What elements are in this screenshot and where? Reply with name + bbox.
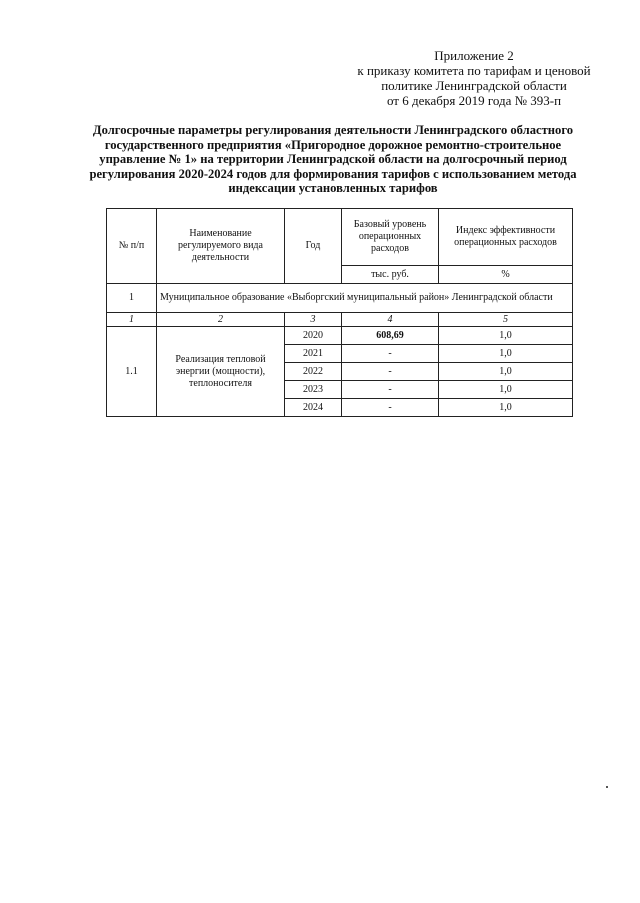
row-base-level: - [342, 345, 439, 363]
col-number-5: 5 [439, 313, 573, 327]
row-efficiency: 1,0 [439, 399, 573, 417]
row-year: 2021 [285, 345, 342, 363]
title-line-4: регулирования 2020-2024 годов для формирования тарифов с использованием метода [89, 166, 577, 181]
row-year: 2020 [285, 327, 342, 345]
table-section-row [107, 284, 573, 313]
row-efficiency: 1,0 [439, 381, 573, 399]
row-base-level: - [342, 381, 439, 399]
row-base-level: 608,69 [342, 327, 439, 345]
table-header-row [107, 209, 573, 266]
row-base-level: - [342, 363, 439, 381]
header-efficiency: Индекс эффективности операционных расходов [439, 209, 573, 266]
col-number-4: 4 [342, 313, 439, 327]
section-num: 1 [107, 284, 157, 313]
col-number-2: 2 [157, 313, 285, 327]
row-year: 2022 [285, 363, 342, 381]
annex-order-ref: к приказу комитета по тарифам и ценовой [357, 63, 591, 78]
row-efficiency: 1,0 [439, 345, 573, 363]
title-line-2: государственного предприятия «Пригородное дорожное ремонтно-строительное [104, 137, 562, 152]
parameters-table [106, 208, 573, 417]
group-num: 1.1 [107, 327, 157, 417]
col-number-3: 3 [285, 313, 342, 327]
document-title [70, 123, 596, 196]
annex-order-ref-cont: политике Ленинградской области [381, 78, 567, 93]
unit-base-level: тыс. руб. [342, 266, 439, 284]
annex-order-date: от 6 декабря 2019 года № 393-п [386, 93, 562, 108]
header-num: № п/п [107, 209, 157, 284]
title-line-1: Долгосрочные параметры регулирования деятельности Ленинградского областного [92, 123, 574, 137]
row-efficiency: 1,0 [439, 327, 573, 345]
header-activity: Наименование регулируемого вида деятельности [157, 209, 285, 284]
col-number-1: 1 [107, 313, 157, 327]
row-efficiency: 1,0 [439, 363, 573, 381]
unit-efficiency: % [439, 266, 573, 284]
header-year: Год [285, 209, 342, 284]
row-base-level: - [342, 399, 439, 417]
group-activity: Реализация тепловой энергии (мощности), теплоносителя [157, 327, 285, 417]
row-year: 2024 [285, 399, 342, 417]
table-row [107, 327, 573, 345]
scan-speck [606, 786, 608, 788]
title-line-5: индексации установленных тарифов [228, 181, 438, 196]
header-base-level: Базовый уровень операционных расходов [342, 209, 439, 266]
annex-reference [344, 48, 604, 108]
section-name: Муниципальное образование «Выборгский муниципальный район» Ленинградской области [157, 284, 573, 313]
annex-number: Приложение 2 [434, 48, 514, 63]
title-line-3: управление № 1» на территории Ленинградской области на долгосрочный период [99, 152, 567, 167]
row-year: 2023 [285, 381, 342, 399]
column-numbers-row [107, 313, 573, 327]
